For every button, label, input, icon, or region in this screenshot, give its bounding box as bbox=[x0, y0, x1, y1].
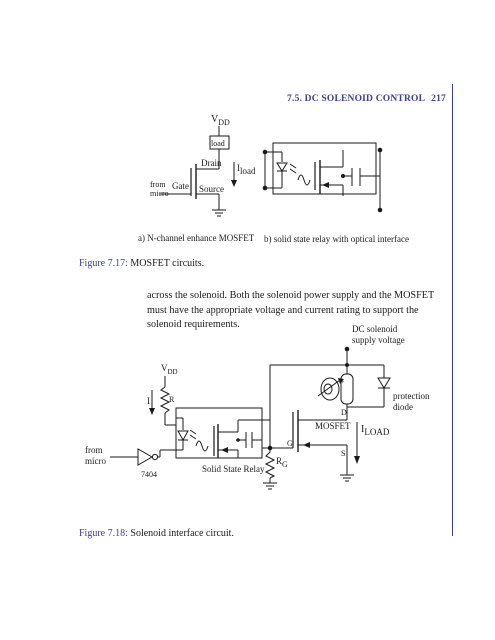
source-label: Source bbox=[199, 184, 224, 194]
r-label: R bbox=[169, 395, 175, 404]
body-paragraph: across the solenoid. Both the solenoid power supply and the MOSFET must have the appropriate voltage and current rating to support the solenoid requirements. bbox=[147, 290, 435, 330]
protection-diode-symbol bbox=[378, 378, 390, 388]
i-label: I bbox=[147, 396, 150, 406]
subcaption-b: b) solid state relay with optical interface bbox=[264, 234, 409, 244]
protection-label: protection bbox=[393, 391, 430, 401]
ssr-optical-wave bbox=[196, 441, 208, 451]
supply-label: DC solenoid bbox=[352, 324, 398, 334]
figure-7-18-caption bbox=[79, 528, 234, 539]
plus-label: + bbox=[340, 377, 345, 386]
g-label: G bbox=[287, 439, 293, 448]
inverter-label: 7404 bbox=[141, 470, 157, 479]
resistor-r bbox=[161, 387, 169, 413]
from-label-2: from bbox=[85, 445, 103, 455]
caption-text-2: Solenoid interface circuit. bbox=[130, 528, 234, 539]
s-label: S bbox=[341, 449, 346, 458]
subcaption-a: a) N-channel enhance MOSFET bbox=[138, 233, 255, 243]
mosfet-label: MOSFET bbox=[315, 421, 351, 431]
caption-text: MOSFET circuits. bbox=[130, 258, 205, 269]
iload-label-2: ILOAD bbox=[361, 424, 390, 437]
d-label: D bbox=[341, 408, 347, 417]
caption-label-2: Figure 7.18: bbox=[79, 528, 128, 539]
ssr-label: Solid State Relay bbox=[202, 464, 265, 474]
page-number: 217 bbox=[431, 94, 446, 104]
rg-label: RG bbox=[276, 456, 288, 469]
micro-label: micro bbox=[150, 189, 169, 198]
resistor-rg bbox=[266, 452, 274, 478]
load-label: load bbox=[211, 139, 225, 148]
inverter-7404 bbox=[138, 449, 152, 465]
supply-label-2: supply voltage bbox=[352, 335, 405, 345]
vdd-label: $V_{DD}$ bbox=[211, 114, 230, 127]
vdd-label-2: $V_{DD}$ bbox=[161, 363, 178, 376]
caption-label: Figure 7.17: bbox=[79, 258, 128, 269]
micro-label-2: micro bbox=[85, 456, 106, 466]
drain-label: Drain bbox=[201, 158, 222, 168]
gate-label: Gate bbox=[172, 181, 189, 191]
iload-label: Iload bbox=[237, 163, 256, 176]
solenoid bbox=[318, 365, 353, 420]
diode-label: diode bbox=[393, 402, 413, 412]
section-title: 7.5. DC SOLENOID CONTROL bbox=[287, 94, 426, 104]
from-label: from bbox=[150, 180, 166, 189]
